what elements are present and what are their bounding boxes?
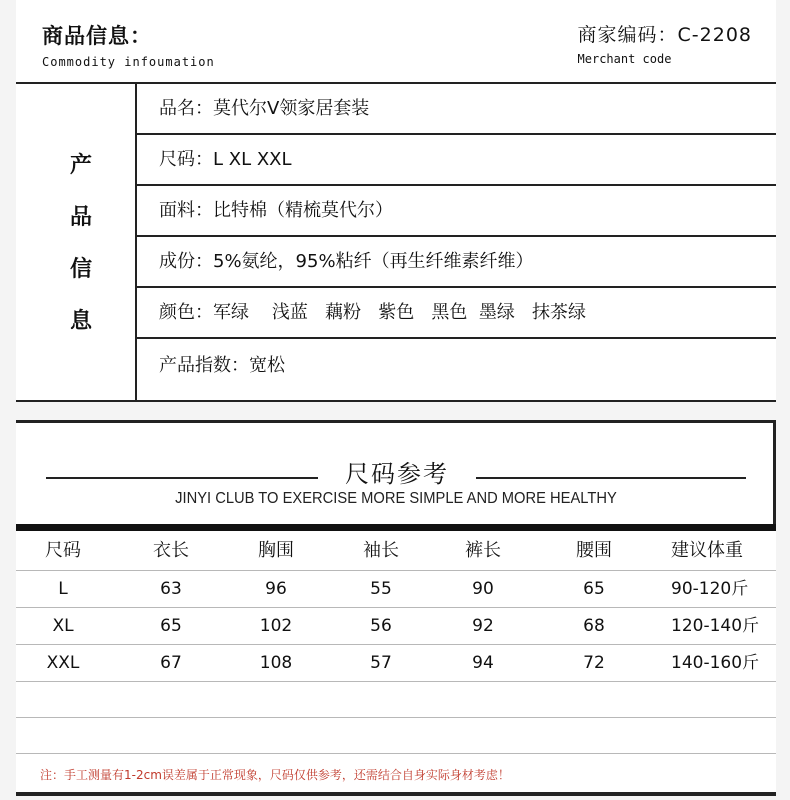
side-char: 信 [69, 257, 92, 282]
divider [16, 400, 776, 402]
side-char: 息 [69, 309, 92, 334]
column-header: 袖长 [363, 540, 399, 561]
table-row [16, 645, 776, 682]
side-char: 品 [69, 205, 92, 230]
info-row-fabric: 面料：比特棉（精梳莫代尔） [137, 186, 776, 237]
table-row-empty [16, 682, 776, 718]
table-cell: 72 [583, 653, 605, 673]
table-cell: 94 [472, 653, 494, 673]
table-cell: 120-140斤 [671, 616, 760, 636]
table-cell: 92 [472, 616, 494, 636]
column-header: 裤长 [465, 540, 501, 561]
table-cell: 96 [265, 579, 287, 599]
merchant-code-label: Merchant code [577, 52, 672, 66]
table-cell: XXL [46, 653, 80, 673]
table-row-empty [16, 718, 776, 754]
table-cell: 140-160斤 [671, 653, 760, 673]
table-cell: 67 [160, 653, 182, 673]
divider [16, 420, 776, 423]
side-char: 产 [69, 153, 92, 178]
size-chart-panel [16, 420, 776, 796]
size-chart-subtitle: JINYI CLUB TO EXERCISE MORE SIMPLE AND MORE HEALTHY [175, 490, 617, 507]
size-table [16, 531, 776, 754]
column-header: 衣长 [153, 540, 189, 561]
table-cell: 102 [259, 616, 293, 636]
table-row [16, 608, 776, 645]
table-cell: 56 [370, 616, 392, 636]
table-cell: 65 [583, 579, 605, 599]
table-cell: 108 [259, 653, 293, 673]
table-cell: 65 [160, 616, 182, 636]
header-left [42, 20, 215, 69]
page-title: 商品信息： [42, 24, 152, 48]
info-row-composition: 成份：5%氨纶，95%粘纤（再生纤维素纤维） [137, 237, 776, 288]
info-row-colors: 颜色：军绿 浅蓝 藕粉 紫色 黑色 墨绿 抹茶绿 [137, 288, 776, 339]
table-cell: L [58, 579, 68, 599]
table-cell: 55 [370, 579, 392, 599]
info-row-fit: 产品指数：宽松 [159, 355, 285, 376]
title-rule-left [46, 477, 318, 479]
title-rule-right [476, 477, 746, 479]
measurement-note: 注：手工测量有1-2cm误差属于正常现象，尺码仅供参考，还需结合自身实际身材考虑！ [40, 768, 510, 782]
product-info-side-label [56, 140, 106, 348]
divider [16, 524, 776, 531]
table-cell: 90-120斤 [671, 579, 749, 599]
info-row-name: 品名：莫代尔V领家居套装 [137, 84, 776, 135]
table-cell: 63 [160, 579, 182, 599]
column-header: 建议体重 [671, 540, 743, 561]
header-right [578, 20, 752, 66]
table-row [16, 571, 776, 608]
column-header: 腰围 [576, 540, 612, 561]
table-cell: XL [52, 616, 74, 636]
table-cell: 90 [472, 579, 494, 599]
size-chart-title: 尺码参考 [345, 460, 449, 488]
column-header: 胸围 [258, 540, 294, 561]
divider [773, 420, 776, 530]
column-header: 尺码 [45, 540, 81, 561]
commodity-info-panel [16, 0, 776, 402]
table-cell: 68 [583, 616, 605, 636]
info-row-size: 尺码：L XL XXL [137, 135, 776, 186]
table-cell: 57 [370, 653, 392, 673]
product-info-list [137, 84, 776, 395]
divider [16, 792, 776, 796]
page-subtitle: Commodity infoumation [42, 55, 215, 69]
table-header-row [16, 531, 776, 571]
merchant-code: 商家编码：C-2208 [577, 24, 752, 46]
